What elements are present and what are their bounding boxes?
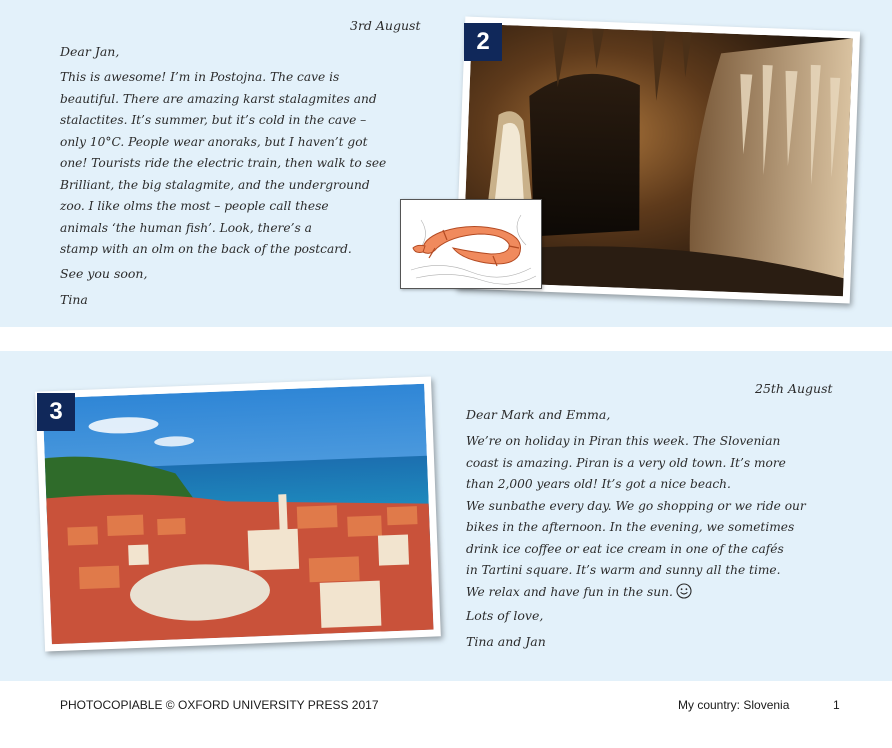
postcard-2-line: We’re on holiday in Piran this week. The Slovenian xyxy=(466,434,781,448)
postcard-1-line: This is awesome! I’m in Postojna. The cave is xyxy=(60,70,340,84)
postcard-1-signature: Tina xyxy=(60,292,88,307)
postcard-2-greeting: Dear Mark and Emma, xyxy=(466,407,611,422)
postcard-1-date: 3rd August xyxy=(350,18,421,33)
postcard-1-line: only 10°C. People wear anoraks, but I haven’t got xyxy=(60,134,368,149)
postcard-2-line: We sunbathe every day. We go shopping or we ride our xyxy=(466,498,806,513)
postcard-1-line: beautiful. There are amazing karst stalagmites and xyxy=(60,91,377,106)
postcard-1-line: Brilliant, the big stalagmite, and the underground xyxy=(60,177,370,192)
page-number: 1 xyxy=(833,698,840,712)
postcard-2-number-badge: 3 xyxy=(37,393,75,431)
postcard-1-line: stamp with an olm on the back of the postcard. xyxy=(60,242,352,256)
smiley-face-icon xyxy=(676,583,692,607)
postcard-1-line: one! Tourists ride the electric train, then walk to see xyxy=(60,156,387,170)
olm-stamp-illustration xyxy=(400,199,542,289)
postcard-2-line-last xyxy=(466,582,866,607)
postcard-1-number-badge: 2 xyxy=(464,23,502,61)
postcard-1-closing: See you soon, xyxy=(60,266,148,281)
footer-country: My country: Slovenia xyxy=(678,698,790,712)
postcard-2-line: than 2,000 years old! It’s got a nice beach. xyxy=(466,477,731,491)
postcard-2-line: We relax and have fun in the sun. xyxy=(466,584,673,599)
postcard-2-line: bikes in the afternoon. In the evening, we sometimes xyxy=(466,520,795,534)
postcard-2-signature: Tina and Jan xyxy=(466,634,546,649)
postcard-1-line: zoo. I like olms the most – people call these xyxy=(60,199,329,213)
postcard-2-date: 25th August xyxy=(755,381,833,396)
postcard-2-line: coast is amazing. Piran is a very old town. It’s more xyxy=(466,455,786,470)
piran-photo xyxy=(35,376,441,651)
footer-copyright: PHOTOCOPIABLE © OXFORD UNIVERSITY PRESS 2017 xyxy=(60,698,379,712)
postcard-2-body xyxy=(466,431,866,606)
postcard-1-line: stalactites. It’s summer, but it’s cold in the cave – xyxy=(60,113,367,127)
postcard-2-closing: Lots of love, xyxy=(466,608,544,623)
postcard-2-line: drink ice coffee or eat ice cream in one of the cafés xyxy=(466,541,784,556)
postcard-1-greeting: Dear Jan, xyxy=(60,44,120,59)
postcard-1-body xyxy=(60,67,440,261)
postcard-1-line: animals ‘the human fish’. Look, there’s a xyxy=(60,220,312,235)
postcard-2-line: in Tartini square. It’s warm and sunny all the time. xyxy=(466,563,781,577)
